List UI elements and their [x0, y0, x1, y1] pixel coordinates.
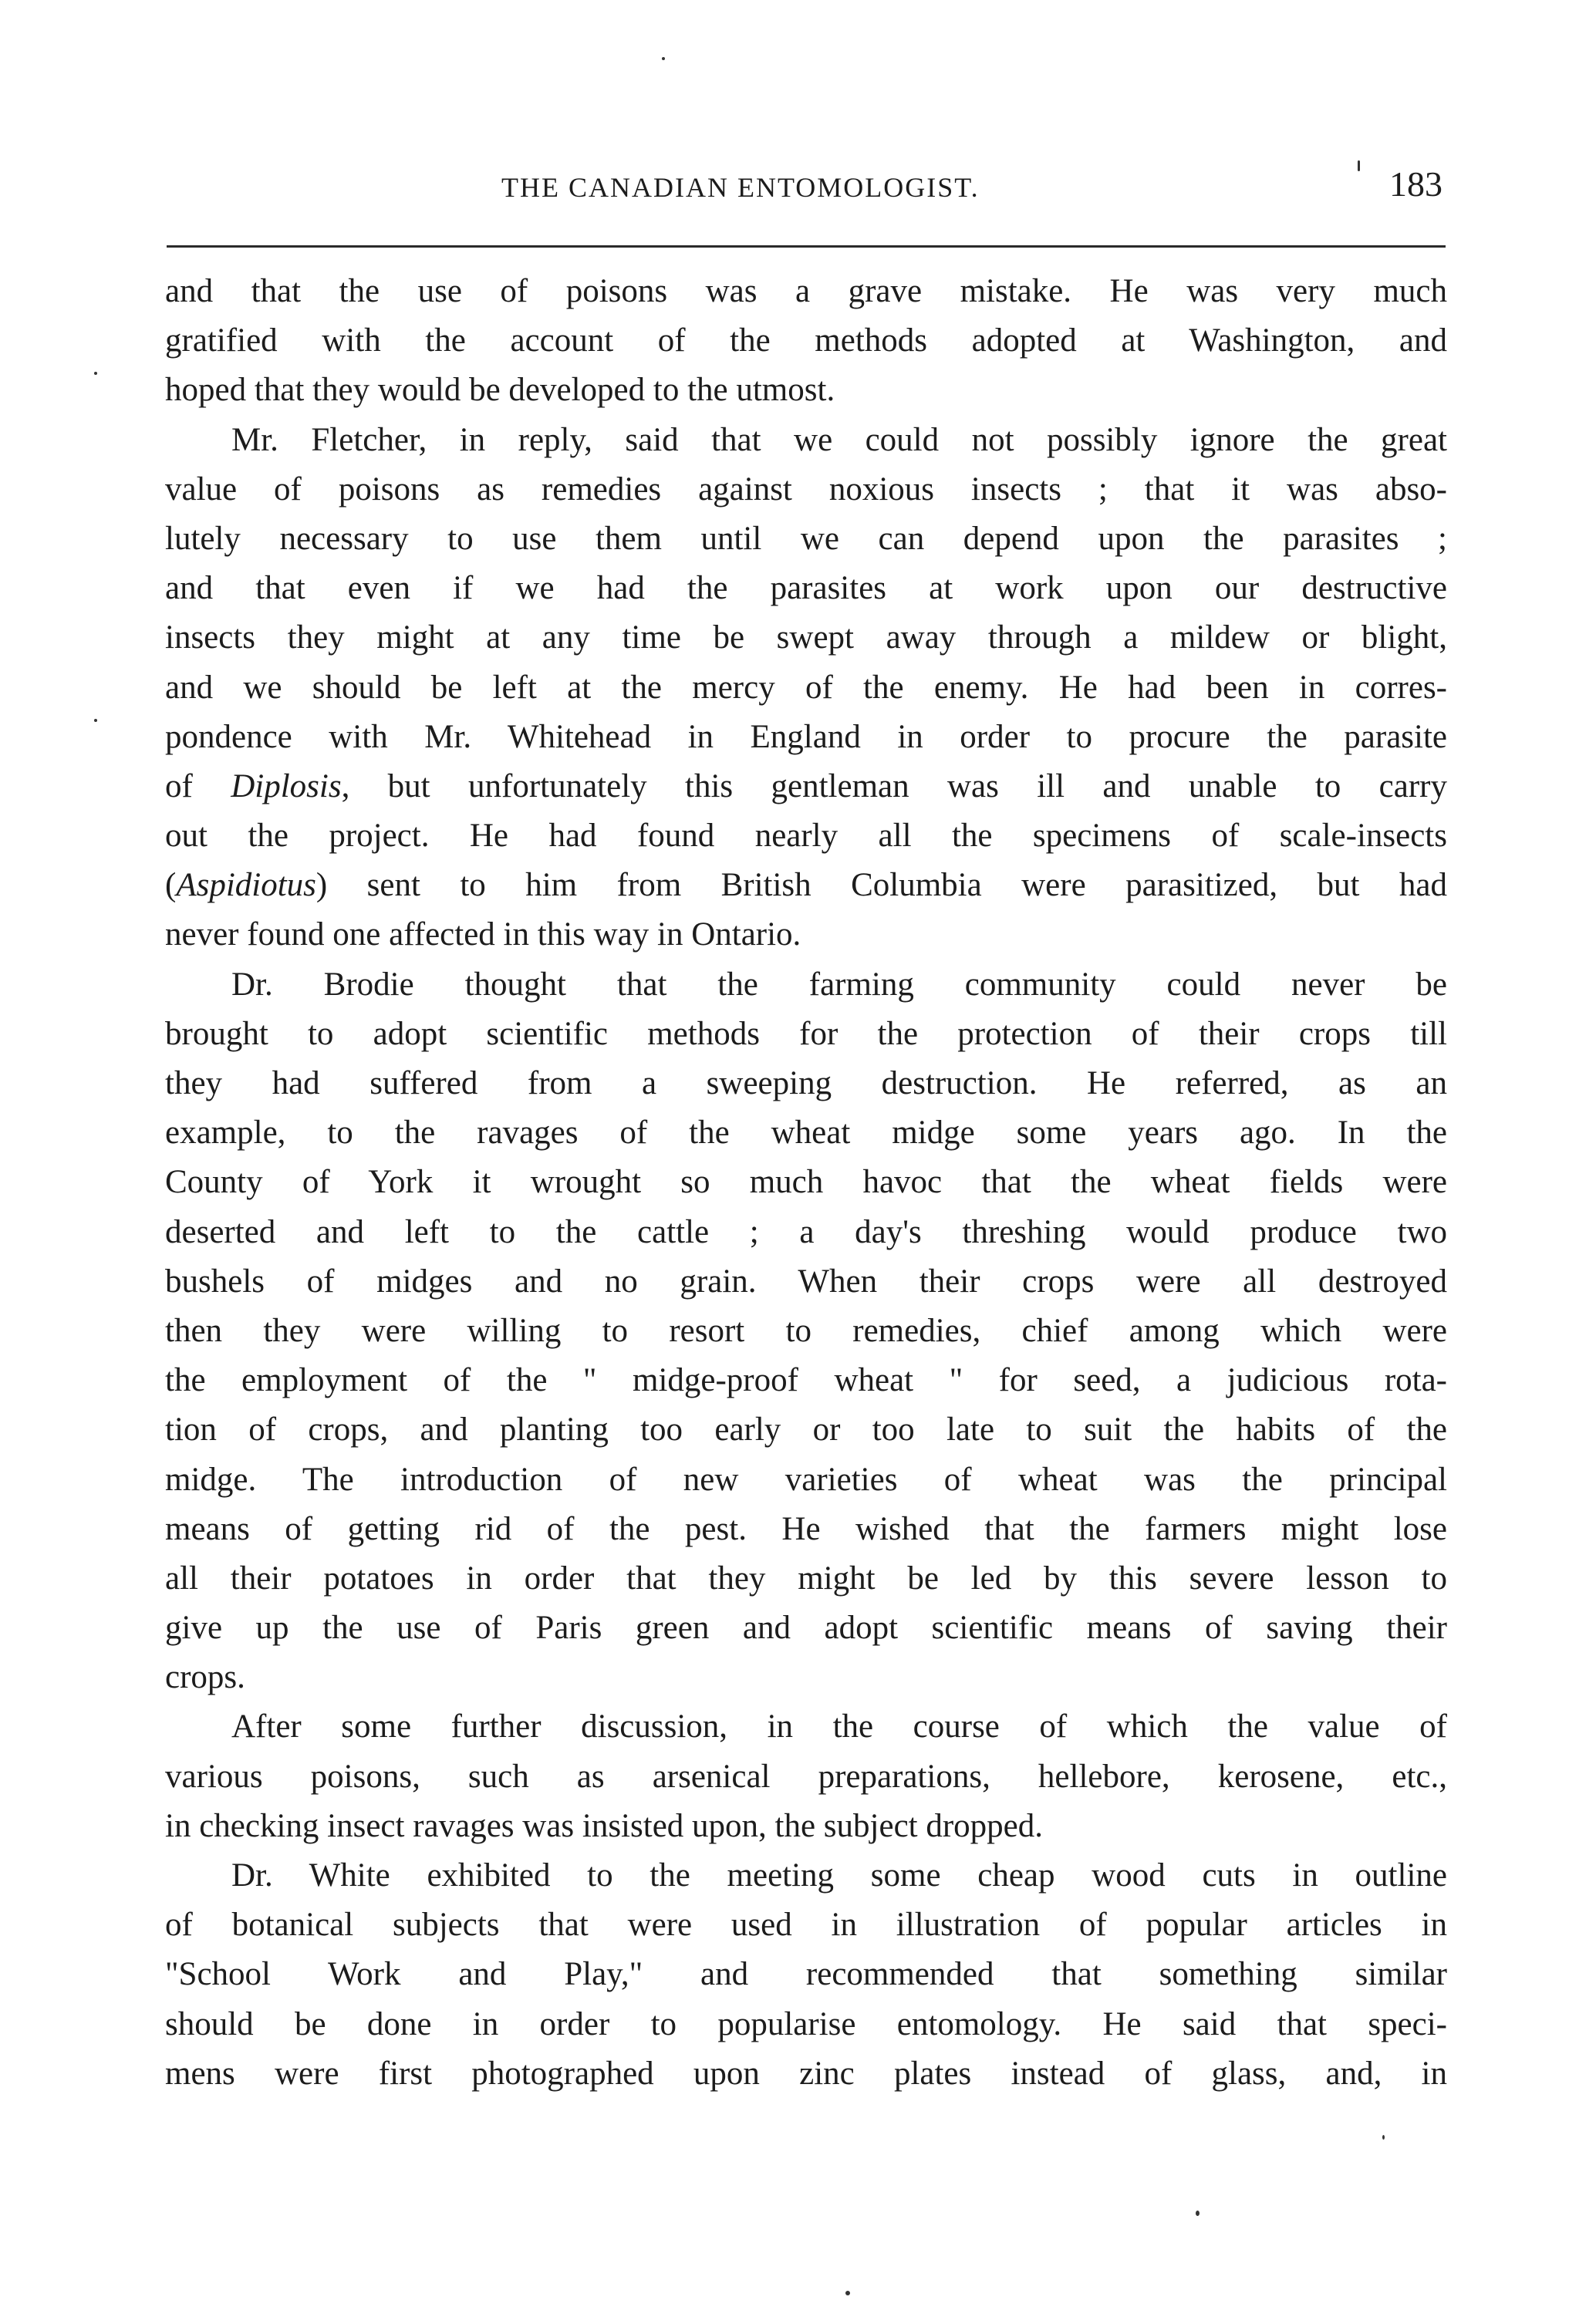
- text-line: out the project. He had found nearly all the specimens of scale-insects: [165, 818, 1447, 855]
- text-line: pondence with Mr. Whitehead in England in order to procure the parasite: [165, 718, 1447, 755]
- text-line: the employment of the " midge-proof wheat " for seed, a judicious rota-: [165, 1362, 1447, 1399]
- text-line: (Aspidiotus) sent to him from British Columbia were parasitized, but had: [165, 867, 1447, 904]
- body-text: [165, 267, 1447, 2099]
- text-line: tion of crops, and planting too early or too late to suit the habits of the: [165, 1411, 1447, 1449]
- text-line: "School Work and Play," and recommended that something similar: [165, 1956, 1447, 1993]
- text-line: lutely necessary to use them until we can depend upon the parasites ;: [165, 520, 1447, 557]
- text-line: all their potatoes in order that they might be led by this severe lesson to: [165, 1560, 1447, 1597]
- running-head: [167, 164, 1447, 207]
- text-line: crops.: [165, 1659, 245, 1696]
- text-line: then they were willing to resort to remedies, chief among which were: [165, 1312, 1447, 1349]
- scan-speck: [1358, 160, 1360, 171]
- text-line: example, to the ravages of the wheat midge some years ago. In the: [165, 1115, 1447, 1152]
- scan-speck: [94, 372, 97, 375]
- text-line: give up the use of Paris green and adopt scientific means of saving their: [165, 1610, 1447, 1647]
- text-line: never found one affected in this way in Ontario.: [165, 916, 801, 953]
- page-number: 183: [1389, 164, 1442, 204]
- text-line: midge. The introduction of new varieties of wheat was the principal: [165, 1461, 1447, 1498]
- text-line: and we should be left at the mercy of the enemy. He had been in corres-: [165, 669, 1447, 706]
- text-line: in checking insect ravages was insisted upon, the subject dropped.: [165, 1807, 1044, 1844]
- text-line: Mr. Fletcher, in reply, said that we could not possibly ignore the great: [231, 421, 1447, 458]
- text-line: of botanical subjects that were used in illustration of popular articles in: [165, 1907, 1447, 1944]
- text-line: gratified with the account of the methods adopted at Washington, and: [165, 322, 1447, 359]
- journal-title: THE CANADIAN ENTOMOLOGIST.: [501, 172, 980, 203]
- header-rule: [167, 245, 1446, 248]
- scan-speck: [845, 2291, 850, 2295]
- text-line: mens were first photographed upon zinc plates instead of glass, and, in: [165, 2055, 1447, 2092]
- text-line: and that even if we had the parasites at work upon our destructive: [165, 570, 1447, 607]
- text-line: and that the use of poisons was a grave mistake. He was very much: [165, 273, 1447, 309]
- text-line: Dr. Brodie thought that the farming community could never be: [231, 966, 1447, 1003]
- scan-speck: [94, 719, 97, 722]
- text-line: insects they might at any time be swept away through a mildew or blight,: [165, 619, 1447, 656]
- text-line: hoped that they would be developed to the utmost.: [165, 372, 835, 409]
- italic-term: Aspidiotus: [176, 867, 316, 904]
- scan-speck: [1196, 2211, 1200, 2216]
- text-line: of Diplosis, but unfortunately this gentleman was ill and unable to carry: [165, 767, 1447, 804]
- text-line: value of poisons as remedies against noxious insects ; that it was abso-: [165, 470, 1447, 508]
- text-line: bushels of midges and no grain. When their crops were all destroyed: [165, 1263, 1447, 1300]
- text-line: Dr. White exhibited to the meeting some cheap wood cuts in outline: [231, 1857, 1447, 1894]
- text-line: should be done in order to popularise entomology. He said that speci-: [165, 2005, 1447, 2042]
- text-line: After some further discussion, in the course of which the value of: [231, 1708, 1447, 1745]
- text-line: brought to adopt scientific methods for the protection of their crops till: [165, 1015, 1447, 1052]
- italic-term: Diplosis: [231, 767, 342, 804]
- text-line: they had suffered from a sweeping destruction. He referred, as an: [165, 1065, 1447, 1101]
- text-line: various poisons, such as arsenical preparations, hellebore, kerosene, etc.,: [165, 1758, 1447, 1795]
- text-line: County of York it wrought so much havoc that the wheat fields were: [165, 1164, 1447, 1201]
- scan-speck: [662, 57, 665, 60]
- text-line: deserted and left to the cattle ; a day's threshing would produce two: [165, 1213, 1447, 1250]
- scan-speck: [1382, 2135, 1385, 2140]
- text-line: means of getting rid of the pest. He wished that the farmers might lose: [165, 1510, 1447, 1547]
